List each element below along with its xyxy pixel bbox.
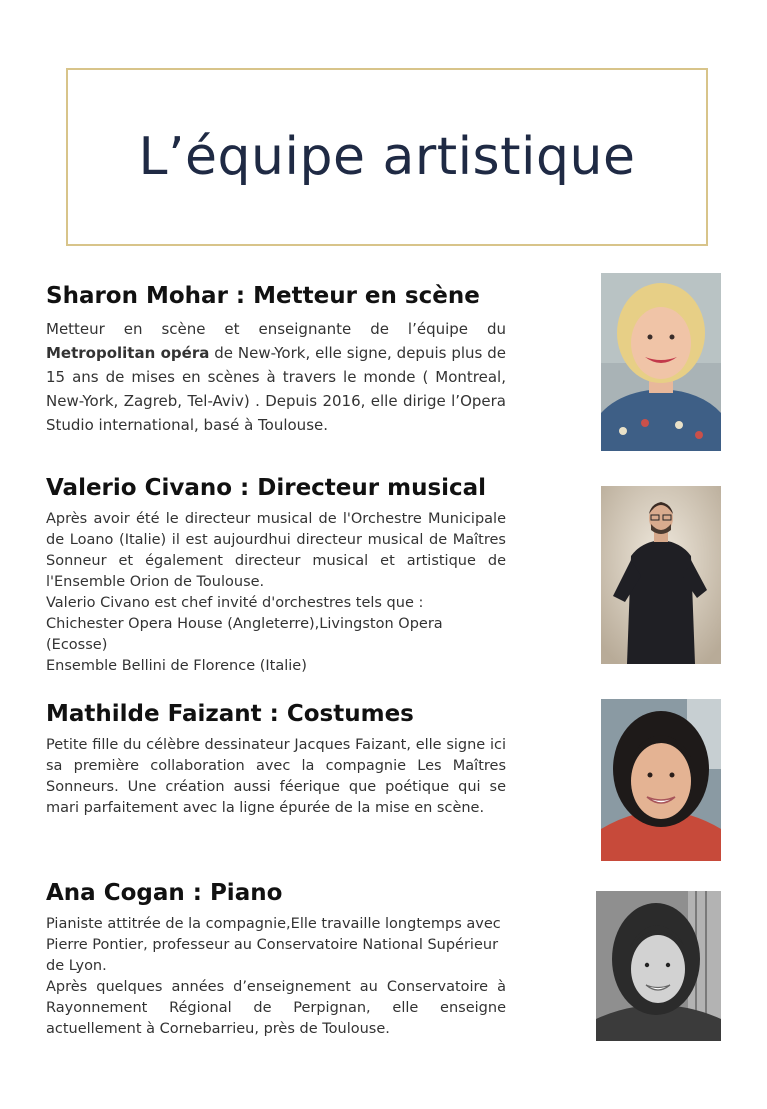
bio-bold-text: Metropolitan opéra — [46, 344, 210, 362]
member-heading: Valerio Civano : Directeur musical — [46, 475, 487, 501]
bio-text: Metteur en scène et enseignante de l’équipe du — [46, 320, 506, 338]
member-valerio-civano — [46, 475, 506, 677]
member-bio: Pianiste attitrée de la compagnie,Elle travaille longtemps avec Pierre Pontier, professeur au Conservatoire National Supérieur de Lyon. — [46, 916, 501, 974]
member-bio: Après avoir été le directeur musical de l'Orchestre Municipale de Loano (Italie) il est aujourdhui directeur musical de Maîtres Sonneur et également directeur musical et artistique de l'Ensemble Orion de Toulouse. — [46, 511, 506, 590]
member-bio: Valerio Civano est chef invité d'orchestres tels que : — [46, 595, 424, 611]
member-heading: Ana Cogan : Piano — [46, 880, 283, 906]
member-ana-cogan — [46, 880, 506, 1040]
member-bio: Après quelques années d’enseignement au Conservatoire à Rayonnement Régional de Perpignan, elle enseigne actuellement à Cornebarrieu, près de Toulouse. — [46, 979, 506, 1037]
member-heading: Mathilde Faizant : Costumes — [46, 701, 414, 727]
member-sharon-mohar — [46, 283, 506, 437]
portrait-mathilde-faizant — [601, 699, 721, 861]
member-bio: Ensemble Bellini de Florence (Italie) — [46, 658, 307, 674]
title-frame — [66, 68, 708, 246]
member-bio: Chichester Opera House (Angleterre),Livingston Opera (Ecosse) — [46, 616, 443, 653]
bio-text: de New-York, elle signe, depuis plus de 15 ans de mises en scènes à travers le monde ( Montreal, New-York, Zagreb, Tel-Aviv) . Depuis 2016, elle dirige l’Opera Studio international, basé à Toulouse. — [46, 344, 506, 434]
page-title: L’équipe artistique — [138, 127, 636, 187]
member-bio — [46, 317, 506, 437]
portrait-valerio-civano — [601, 486, 721, 664]
portrait-sharon-mohar — [601, 273, 721, 451]
member-mathilde-faizant — [46, 701, 506, 819]
member-bio: Petite fille du célèbre dessinateur Jacques Faizant, elle signe ici sa première collaboration avec la compagnie Les Maîtres Sonneurs. Une création aussi féerique que poétique qui se mari parfaitement avec la ligne épurée de la mise en scène. — [46, 737, 506, 816]
member-heading: Sharon Mohar : Metteur en scène — [46, 283, 480, 309]
portrait-ana-cogan — [596, 891, 721, 1041]
